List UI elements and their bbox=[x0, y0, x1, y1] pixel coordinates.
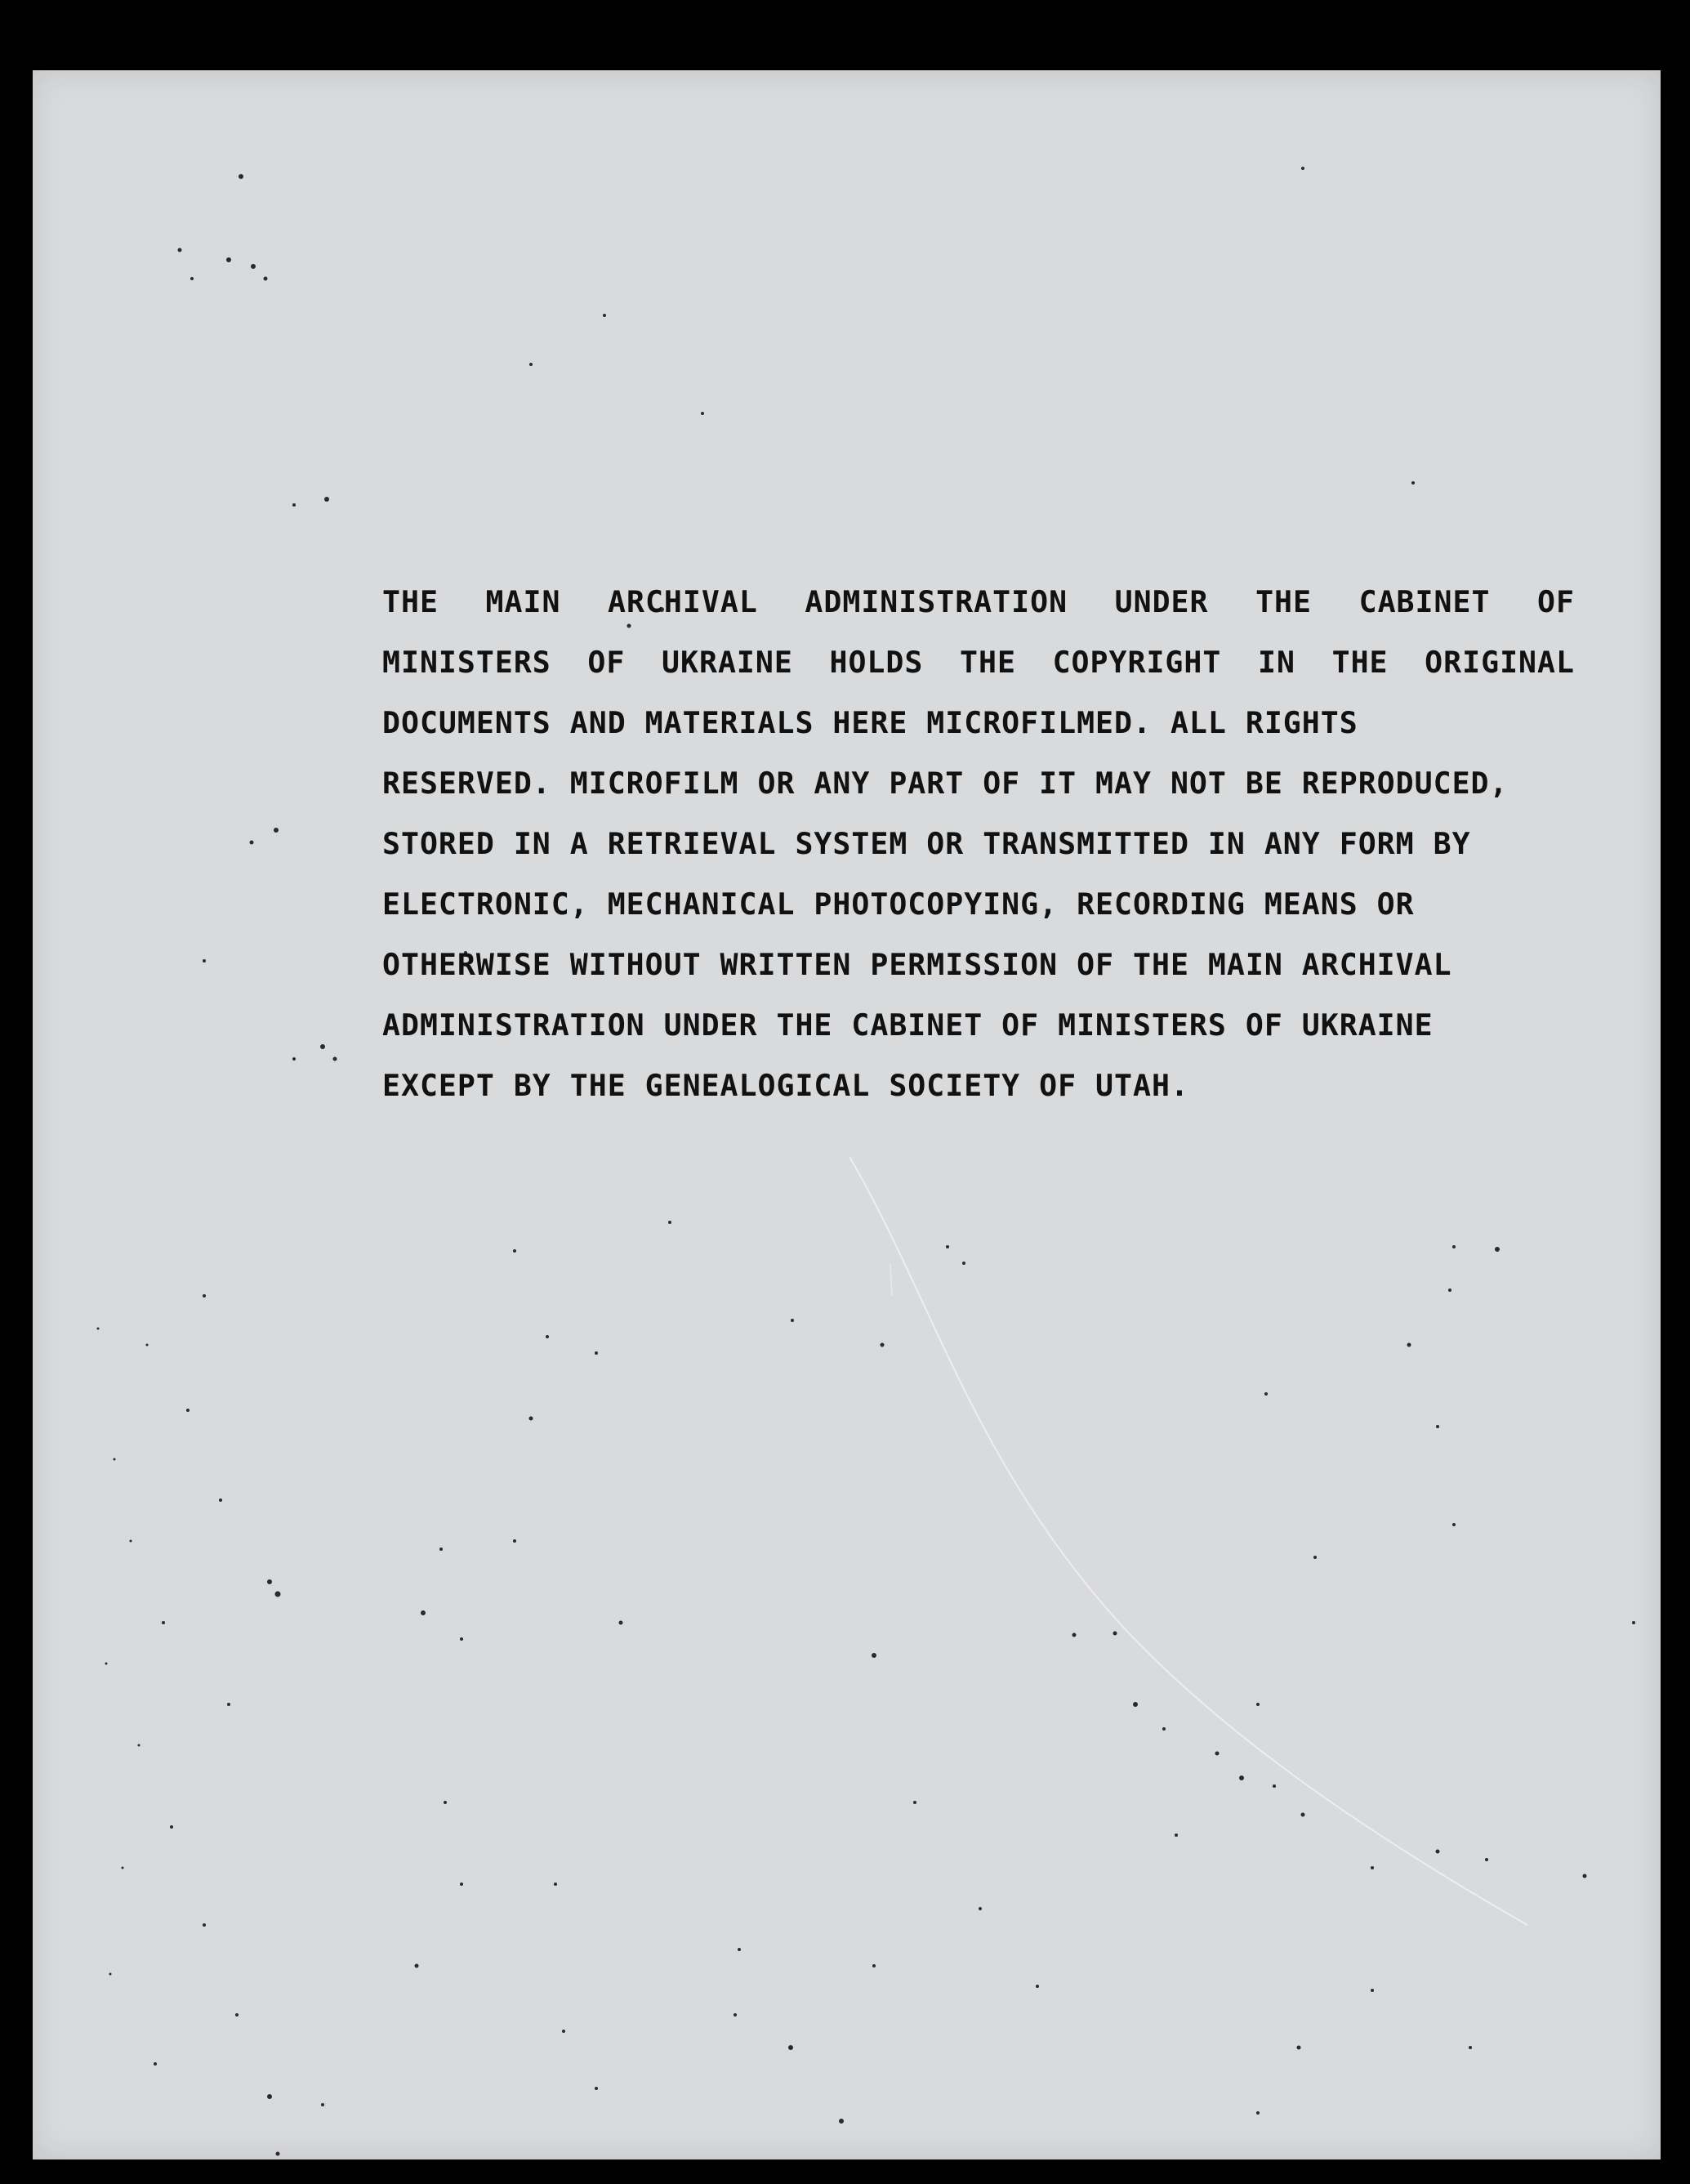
notice-word: THE bbox=[960, 645, 1016, 680]
notice-word: ARCHIVAL bbox=[608, 584, 758, 619]
notice-word: THE bbox=[1255, 584, 1313, 619]
notice-line bbox=[382, 572, 1575, 632]
notice-line: STORED IN A RETRIEVAL SYSTEM OR TRANSMITTED IN ANY FORM BY bbox=[382, 826, 1471, 861]
notice-line: ELECTRONIC, MECHANICAL PHOTOCOPYING, RECORDING MEANS OR bbox=[382, 887, 1415, 922]
notice-line: RESERVED. MICROFILM OR ANY PART OF IT MAY NOT BE REPRODUCED, bbox=[382, 766, 1509, 801]
copyright-notice bbox=[382, 572, 1575, 1116]
notice-word: UKRAINE bbox=[662, 645, 793, 680]
notice-word: OF bbox=[1537, 584, 1575, 619]
notice-word: IN bbox=[1258, 645, 1295, 680]
notice-word: OF bbox=[587, 645, 626, 680]
notice-line bbox=[382, 632, 1575, 693]
notice-line: EXCEPT BY THE GENEALOGICAL SOCIETY OF UTAH. bbox=[382, 1068, 1189, 1103]
notice-word: MAIN bbox=[485, 584, 561, 619]
notice-word: ADMINISTRATION bbox=[805, 584, 1068, 619]
notice-word: CABINET bbox=[1358, 584, 1491, 619]
notice-word: ORIGINAL bbox=[1425, 645, 1575, 680]
notice-word: THE bbox=[1331, 645, 1389, 680]
notice-word: COPYRIGHT bbox=[1052, 645, 1222, 680]
notice-word: THE bbox=[382, 584, 439, 619]
notice-line: DOCUMENTS AND MATERIALS HERE MICROFILMED. ALL RIGHTS bbox=[382, 705, 1358, 740]
notice-line: OTHERWISE WITHOUT WRITTEN PERMISSION OF THE MAIN ARCHIVAL bbox=[382, 947, 1452, 982]
notice-word: HOLDS bbox=[829, 645, 924, 680]
notice-word: MINISTERS bbox=[382, 645, 551, 680]
notice-word: UNDER bbox=[1114, 584, 1209, 619]
notice-line: ADMINISTRATION UNDER THE CABINET OF MINISTERS OF UKRAINE bbox=[382, 1007, 1434, 1043]
